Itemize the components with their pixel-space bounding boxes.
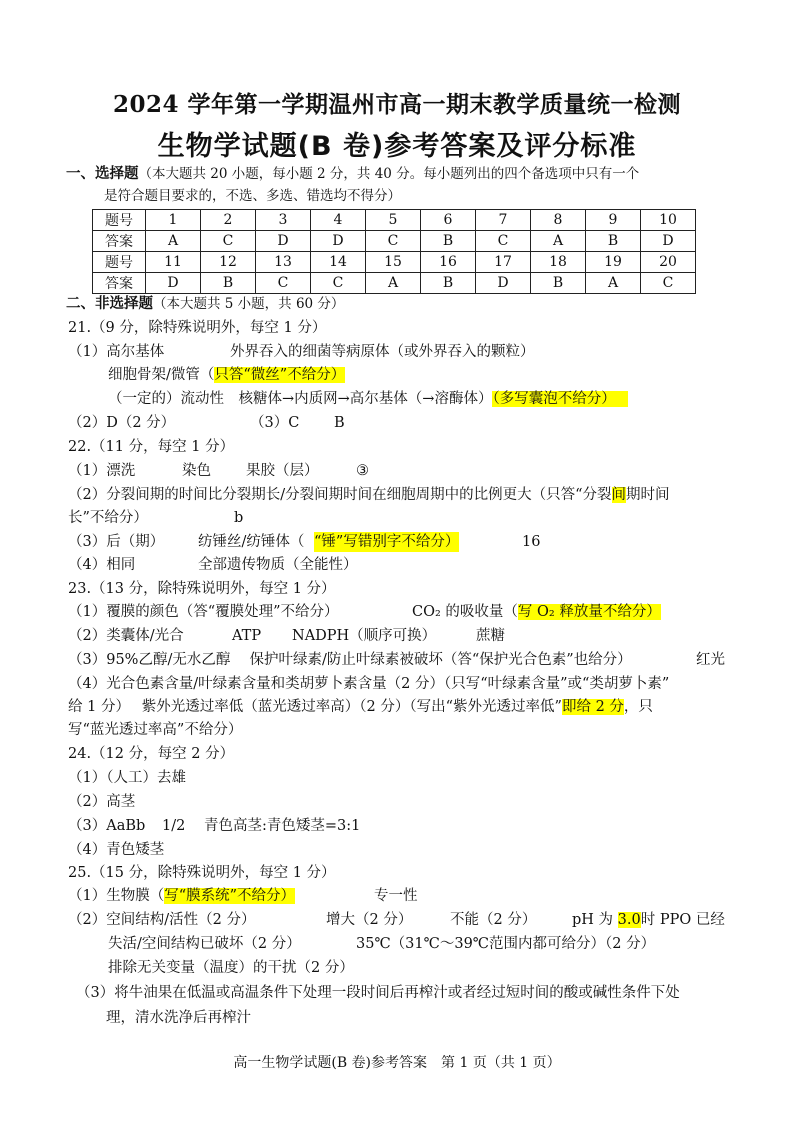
table-cell: 7 bbox=[476, 210, 531, 231]
table-row bbox=[93, 252, 696, 273]
q23-text: 蔗糖 bbox=[476, 628, 505, 644]
q25-line5: （3）将牛油果在低温或高温条件下处理一段时间后再榨汁或者经过短时间的酸或碱性条件下处 bbox=[76, 985, 680, 1001]
highlight-note: 即给 2 分 bbox=[561, 699, 624, 715]
q21-text: （2）D（2 分） bbox=[68, 415, 176, 431]
table-cell-label: 答案 bbox=[93, 273, 146, 294]
table-cell: 4 bbox=[311, 210, 366, 231]
page-subtitle: 生物学试题(B 卷)参考答案及评分标准 bbox=[157, 131, 637, 162]
table-cell: A bbox=[366, 273, 421, 294]
table-cell: C bbox=[256, 273, 311, 294]
q21-line4 bbox=[68, 413, 345, 433]
q25-text: 35℃（31℃～39℃范围内都可给分）（2 分） bbox=[356, 936, 656, 952]
table-cell: B bbox=[421, 273, 476, 294]
highlight-note: 只答“微丝”不给分） bbox=[214, 367, 346, 383]
q22-text: 长”不给分） bbox=[68, 510, 148, 526]
q22-line2 bbox=[68, 485, 670, 505]
table-cell: B bbox=[531, 273, 586, 294]
table-cell: B bbox=[201, 273, 256, 294]
q21-line2 bbox=[108, 365, 345, 385]
section1-line1 bbox=[66, 164, 639, 184]
q25-line2 bbox=[68, 910, 725, 930]
q23-text: CO₂ 的吸收量（ bbox=[412, 604, 518, 620]
highlight-note: 写“膜系统”不给分） bbox=[164, 888, 296, 904]
q24-line2: （2）高茎 bbox=[68, 794, 136, 810]
q22-text: （2）分裂间期的时间比分裂期长/分裂间期时间在细胞周期中的比例更大（只答“分裂 bbox=[68, 487, 612, 503]
table-cell: B bbox=[586, 231, 641, 252]
q23-line3 bbox=[68, 650, 725, 670]
table-cell: B bbox=[421, 231, 476, 252]
q25-text: pH 为 bbox=[572, 912, 614, 928]
table-cell: 17 bbox=[476, 252, 531, 273]
q22-text: ③ bbox=[356, 463, 369, 479]
q21-text: 细胞骨架/微管（ bbox=[108, 367, 215, 383]
table-cell: 16 bbox=[421, 252, 476, 273]
q21-line1 bbox=[68, 342, 535, 362]
table-cell: 3 bbox=[256, 210, 311, 231]
q21-head: 21.（9 分，除特殊说明外，每空 1 分） bbox=[68, 320, 327, 336]
q22-text: （3）后（期） bbox=[68, 534, 165, 550]
table-cell: 19 bbox=[586, 252, 641, 273]
table-cell: 20 bbox=[641, 252, 696, 273]
q24-text: 青色高茎:青色矮茎=3:1 bbox=[204, 818, 361, 834]
q22-line4 bbox=[68, 532, 541, 552]
q22-text: 果胶（层） bbox=[246, 463, 319, 479]
table-cell: C bbox=[201, 231, 256, 252]
table-cell: 9 bbox=[586, 210, 641, 231]
q23-line1 bbox=[68, 602, 661, 622]
q25-line4: 排除无关变量（温度）的干扰（2 分） bbox=[108, 960, 354, 976]
q23-text: 红光 bbox=[696, 652, 725, 668]
q22-text: 16 bbox=[522, 534, 541, 550]
table-cell: D bbox=[311, 231, 366, 252]
table-cell: 5 bbox=[366, 210, 421, 231]
q25-text: 时 PPO 已经 bbox=[640, 912, 725, 928]
page-footer: 高一生物学试题(B 卷)参考答案 第 1 页（共 1 页） bbox=[233, 1055, 561, 1071]
q22-head: 22.（11 分，每空 1 分） bbox=[68, 439, 235, 455]
q21-text: （一定的）流动性 核糖体→内质网→高尔基体（→溶酶体） bbox=[108, 391, 493, 407]
section1-desc1: （本大题共 20 小题，每小题 2 分，共 40 分。每小题列出的四个备选项中只有一个 bbox=[138, 166, 640, 182]
q23-text: （2）类囊体/光合 bbox=[68, 628, 184, 644]
q22-text: 全部遗传物质（全能性） bbox=[198, 557, 358, 573]
table-row bbox=[93, 273, 696, 294]
highlight-note: 写 O₂ 释放量不给分） bbox=[517, 604, 661, 620]
table-cell: 1 bbox=[146, 210, 201, 231]
q24-text: 1/2 bbox=[162, 818, 186, 834]
table-cell: 6 bbox=[421, 210, 476, 231]
q22-line1 bbox=[68, 461, 369, 481]
q23-text: （1）覆膜的颜色（答“覆膜处理”不给分） bbox=[68, 604, 339, 620]
q23-line4: （4）光合色素含量/叶绿素含量和类胡萝卜素含量（2 分）（只写“叶绿素含量”或“类胡萝卜素” bbox=[68, 676, 670, 692]
q25-line2-right bbox=[572, 910, 725, 930]
table-cell: C bbox=[476, 231, 531, 252]
q25-text: 失活/空间结构已破坏（2 分） bbox=[108, 936, 301, 952]
q22-text: 期时间 bbox=[626, 487, 670, 503]
q24-head: 24.（12 分，每空 2 分） bbox=[68, 746, 235, 762]
q21-text: （1）高尔基体 bbox=[68, 344, 165, 360]
q25-text: 增大（2 分） bbox=[326, 912, 413, 928]
q25-text: （2）空间结构/活性（2 分） bbox=[68, 912, 256, 928]
table-cell: C bbox=[641, 273, 696, 294]
highlight-note: 3.0 bbox=[617, 912, 641, 928]
q24-line3 bbox=[68, 816, 361, 836]
q22-text: 染色 bbox=[182, 463, 211, 479]
section1-heading: 一、选择题 bbox=[66, 166, 139, 182]
q25-text: 不能（2 分） bbox=[450, 912, 537, 928]
q23-line6: 写“蓝光透过率高”不给分） bbox=[68, 722, 243, 738]
table-cell: 15 bbox=[366, 252, 421, 273]
table-cell: C bbox=[366, 231, 421, 252]
q23-line1-right bbox=[412, 602, 661, 622]
section1-desc2: 是符合题目要求的，不选、多选、错选均不得分） bbox=[104, 188, 401, 204]
table-cell: 2 bbox=[201, 210, 256, 231]
table-cell: D bbox=[146, 273, 201, 294]
table-cell: A bbox=[531, 231, 586, 252]
table-cell: D bbox=[256, 231, 311, 252]
q24-line1: （1）（人工）去雄 bbox=[68, 770, 186, 786]
table-row bbox=[93, 231, 696, 252]
q22-text: （4）相同 bbox=[68, 557, 136, 573]
q21-text: B bbox=[334, 415, 345, 431]
q25-text: （1）生物膜（ bbox=[68, 888, 165, 904]
q21-text: 外界吞入的细菌等病原体（或外界吞入的颗粒） bbox=[230, 344, 535, 360]
table-cell: 18 bbox=[531, 252, 586, 273]
q22-line3 bbox=[68, 508, 244, 528]
answer-table bbox=[92, 209, 696, 294]
q22-text: 纺锤丝/纺锤体（ bbox=[198, 534, 305, 550]
table-cell: D bbox=[476, 273, 531, 294]
q22-text: （1）漂洗 bbox=[68, 463, 136, 479]
highlight-note: 间 bbox=[611, 487, 627, 503]
q21-line3 bbox=[108, 389, 628, 409]
q24-text: （3）AaBb bbox=[68, 818, 146, 834]
page-title: 2024 学年第一学期温州市高一期末教学质量统一检测 bbox=[112, 91, 682, 118]
highlight-note: “锤”写错别字不给分） bbox=[314, 534, 460, 550]
q25-head: 25.（15 分，除特殊说明外，每空 1 分） bbox=[68, 865, 336, 881]
section2-desc: （本大题共 5 小题，共 60 分） bbox=[153, 296, 345, 312]
table-cell: C bbox=[311, 273, 366, 294]
q22-line5 bbox=[68, 555, 358, 575]
table-cell: 8 bbox=[531, 210, 586, 231]
q23-text: NADPH（顺序可换） bbox=[292, 628, 437, 644]
q25-line6: 理，清水洗净后再榨汁 bbox=[106, 1010, 251, 1026]
table-cell: D bbox=[641, 231, 696, 252]
table-cell: A bbox=[586, 273, 641, 294]
q24-line4: （4）青色矮茎 bbox=[68, 842, 165, 858]
table-cell-label: 答案 bbox=[93, 231, 146, 252]
q23-line5 bbox=[68, 697, 653, 717]
section2-line bbox=[66, 294, 344, 314]
q23-text: ATP bbox=[232, 628, 262, 644]
section2-heading: 二、非选择题 bbox=[66, 296, 153, 312]
q23-line2 bbox=[68, 626, 505, 646]
q25-line1 bbox=[68, 886, 418, 906]
table-cell: 12 bbox=[201, 252, 256, 273]
table-cell: 11 bbox=[146, 252, 201, 273]
table-row bbox=[93, 210, 696, 231]
q23-head: 23.（13 分，除特殊说明外，每空 1 分） bbox=[68, 581, 336, 597]
q25-line3 bbox=[108, 934, 656, 954]
highlight-note: （多写囊泡不给分） bbox=[492, 391, 627, 407]
table-cell: 14 bbox=[311, 252, 366, 273]
table-cell: 10 bbox=[641, 210, 696, 231]
table-cell: 13 bbox=[256, 252, 311, 273]
q23-text: （3）95%乙醇/无水乙醇 保护叶绿素/防止叶绿素被破坏（答“保护光合色素”也给分） bbox=[68, 652, 632, 668]
q22-text: b bbox=[234, 510, 244, 526]
table-cell-label: 题号 bbox=[93, 210, 146, 231]
table-cell: A bbox=[146, 231, 201, 252]
table-cell-label: 题号 bbox=[93, 252, 146, 273]
q23-text: 给 1 分） 紫外光透过率低（蓝光透过率高）（2 分）（写出“紫外光透过率低” bbox=[68, 699, 562, 715]
q23-text: ，只 bbox=[623, 699, 653, 715]
q21-text: （3）C bbox=[250, 415, 300, 431]
q25-text: 专一性 bbox=[374, 888, 418, 904]
